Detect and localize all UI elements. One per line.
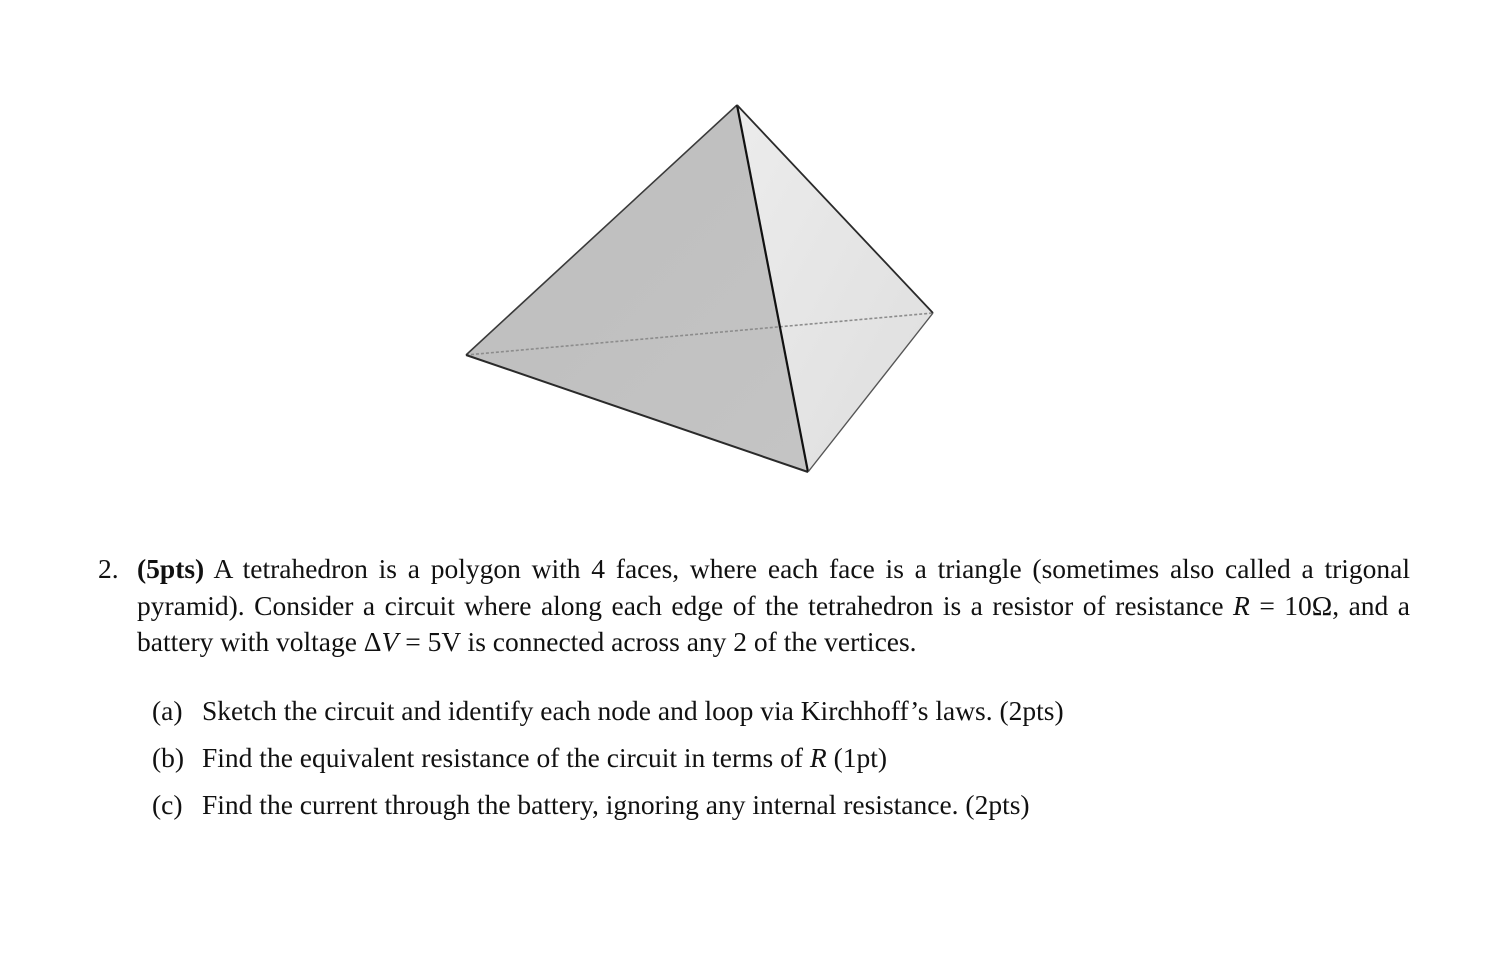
voltage-symbol: V bbox=[381, 626, 399, 657]
part-b bbox=[152, 740, 1352, 787]
problem-statement bbox=[98, 551, 1410, 661]
part-c bbox=[152, 787, 1352, 834]
part-b-label: (b) bbox=[152, 742, 185, 773]
problem-parts bbox=[152, 693, 1352, 834]
battery-text: and a battery with voltage Δ bbox=[137, 589, 1410, 657]
part-a-label: (a) bbox=[152, 695, 183, 726]
part-b-text-before: Find the equivalent resistance of the circuit in terms of bbox=[202, 742, 810, 773]
problem-intro-text: A tetrahedron is a polygon with 4 faces, where each face is a triangle (sometimes also called a trigonal pyramid). Consider a circuit where along each edge of the tetrahedron is a resistor of resistance bbox=[137, 553, 1410, 621]
resistance-value: = 10Ω, bbox=[1249, 589, 1340, 621]
part-b-text bbox=[202, 740, 887, 777]
part-c-label: (c) bbox=[152, 789, 183, 820]
part-c-text: Find the current through the battery, ignoring any internal resistance. (2pts) bbox=[202, 789, 1030, 820]
part-a-text: Sketch the circuit and identify each node and loop via Kirchhoff’s laws. (2pts) bbox=[202, 695, 1064, 726]
part-b-text-after: (1pt) bbox=[826, 742, 888, 773]
resistance-symbol: R bbox=[1233, 589, 1250, 621]
voltage-value: = 5V is connected across any 2 of the vertices. bbox=[398, 626, 917, 657]
part-b-symbol: R bbox=[809, 742, 827, 773]
part-a bbox=[152, 693, 1352, 740]
problem-body bbox=[137, 551, 1410, 661]
tetrahedron-figure bbox=[440, 90, 960, 490]
problem-number: 2. bbox=[98, 553, 119, 584]
problem-points: (5pts) bbox=[137, 553, 205, 584]
